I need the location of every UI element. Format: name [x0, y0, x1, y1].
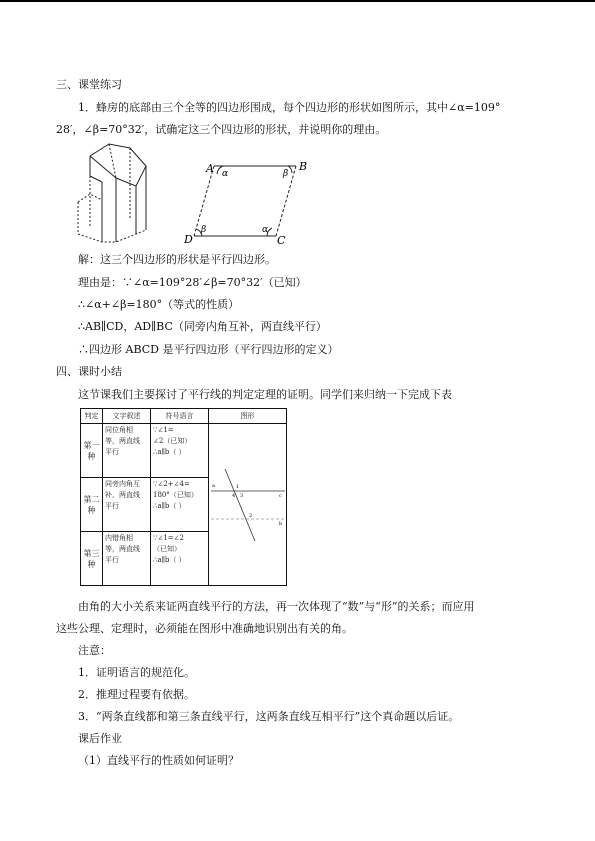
parallel-criteria-table [80, 408, 287, 586]
row-text: 内错角相 等，两直线 平行 [103, 532, 151, 586]
vertex-label-a: A [206, 162, 214, 175]
section4-heading: 四、课时小结 [56, 365, 122, 378]
table-header: 文字叙述 [103, 409, 151, 424]
angle-label-beta-b: β [283, 169, 289, 179]
row-label: 第二种 [81, 478, 103, 532]
line-label-c: c [279, 492, 282, 499]
parallel-lines-figure [209, 463, 287, 543]
row-text: 同旁内角互 补，两直线 平行 [103, 478, 151, 532]
summary-paragraph-line2: 这些公理、定理时，必须能在图形中准确地识别出有关的角。 [56, 622, 353, 635]
summary-paragraph-line1: 由角的大小关系来证两直线平行的方法，再一次体现了“数”与“形”的关系；而应用 [78, 600, 475, 613]
notice-item: 3．“两条直线都和第三条直线平行，这两条直线互相平行”这个真命题以后证。 [78, 710, 460, 723]
table-figure-cell [209, 424, 287, 586]
vertex-label-d: D [184, 233, 193, 246]
table-row [81, 424, 287, 478]
table-header: 判定 [81, 409, 103, 424]
row-symbol: ∵∠1= ∠2（已知） ∴a∥b（ ） [151, 424, 209, 478]
solution-line: 解：这三个四边形的形状是平行四边形。 [78, 253, 276, 266]
table-header-row [81, 409, 287, 424]
row-label: 第一种 [81, 424, 103, 478]
problem-text-line1: 1．蜂房的底部由三个全等的四边形围成，每个四边形的形状如图所示，其中∠α=109° [78, 101, 501, 114]
parallelogram-abcd-figure [178, 152, 306, 248]
table-header: 图形 [209, 409, 287, 424]
summary-intro: 这节课我们主要探讨了平行线的判定定理的证明。同学们来归纳一下完成下表 [78, 388, 452, 401]
angle-number-1: 1 [236, 483, 240, 490]
row-symbol: ∵∠2+∠4= 180°（已知） ∴a∥b（ ） [151, 478, 209, 532]
angle-label-beta-d: β [201, 225, 207, 235]
page-top-rule [0, 0, 595, 2]
vertex-label-b: B [299, 160, 308, 173]
angle-label-alpha-a: α [222, 169, 229, 179]
line-label-a: a [212, 482, 215, 489]
solution-line: ∴AB∥CD，AD∥BC（同旁内角互补，两直线平行） [78, 320, 327, 333]
homework-item: （1）直线平行的性质如何证明？ [78, 754, 239, 767]
solution-line: ∴∠α+∠β=180°（等式的性质） [78, 298, 240, 311]
row-text: 同位角相 等，两直线 平行 [103, 424, 151, 478]
angle-number-2: 2 [249, 512, 253, 519]
homework-heading: 课后作业 [78, 732, 122, 745]
honeycomb-prism-figure [76, 142, 158, 246]
row-symbol: ∵∠1=∠2 （已知） ∴a∥b（ ） [151, 532, 209, 586]
solution-line: ∴四边形 ABCD 是平行四边形（平行四边形的定义） [78, 343, 339, 356]
notice-item: 2．推理过程要有依据。 [78, 688, 195, 701]
angle-number-4: 4 [232, 492, 236, 499]
problem-text-line2: 28′，∠β=70°32′，试确定这三个四边形的形状，并说明你的理由。 [56, 123, 387, 136]
table-header: 符号语言 [151, 409, 209, 424]
angle-number-3: 3 [240, 492, 244, 499]
notice-item: 1．证明语言的规范化。 [78, 666, 195, 679]
vertex-label-c: C [277, 234, 286, 247]
row-label: 第三种 [81, 532, 103, 586]
notice-heading: 注意： [78, 644, 111, 657]
line-label-b: b [279, 520, 283, 527]
section3-heading: 三、课堂练习 [56, 78, 122, 91]
solution-line: 理由是：∵∠α=109°28′∠β=70°32′（已知） [78, 276, 307, 289]
angle-label-alpha-c: α [262, 225, 269, 235]
